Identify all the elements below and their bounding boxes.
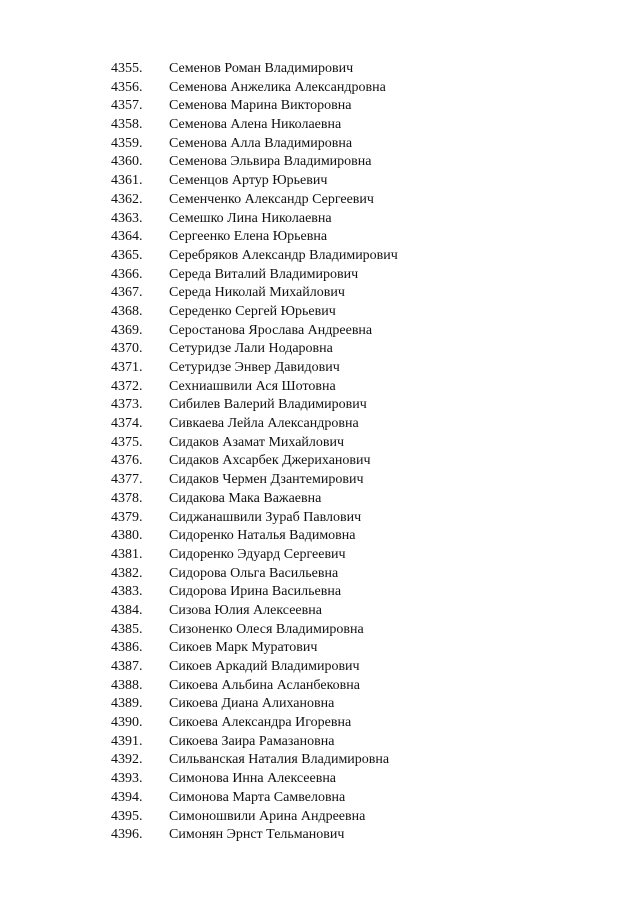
list-item-name: Сидаков Чермен Дзантемирович	[169, 472, 364, 488]
list-item	[0, 602, 640, 621]
list-item	[0, 247, 640, 266]
list-item-name: Сикоева Александра Игоревна	[169, 715, 352, 731]
list-item-number: 4380.	[111, 528, 143, 544]
list-item-name: Середа Николай Михайлович	[169, 285, 345, 301]
list-item-name: Сивкаева Лейла Александровна	[169, 416, 359, 432]
list-item-number: 4356.	[111, 79, 143, 95]
list-item	[0, 546, 640, 565]
list-item-name: Симонян Эрнст Тельманович	[169, 827, 345, 843]
list-item-name: Сизоненко Олеся Владимировна	[169, 621, 364, 637]
list-item-name: Сидаков Ахсарбек Джериханович	[169, 453, 371, 469]
list-item-name: Семенова Алла Владимировна	[169, 135, 353, 151]
list-item-number: 4376.	[111, 453, 143, 469]
list-item-number: 4358.	[111, 117, 143, 133]
list-item-number: 4371.	[111, 360, 143, 375]
list-item-name: Сергеенко Елена Юрьевна	[169, 229, 328, 245]
list-item	[0, 565, 640, 584]
list-item-number: 4364.	[111, 229, 143, 245]
list-item	[0, 303, 640, 322]
list-item-name: Сетуридзе Лали Нодаровна	[169, 341, 333, 357]
list-item	[0, 714, 640, 733]
list-item-number: 4367.	[111, 285, 143, 301]
list-item-name: Семешко Лина Николаевна	[169, 210, 332, 226]
list-item	[0, 770, 640, 789]
list-item	[0, 415, 640, 434]
list-item-number: 4362.	[111, 191, 143, 207]
list-item-number: 4385.	[111, 621, 143, 637]
list-item-name: Сетуридзе Энвер Давидович	[169, 360, 340, 375]
list-item-name: Сикоева Альбина Асланбековна	[169, 677, 360, 693]
list-item-number: 4395.	[111, 808, 143, 824]
list-item	[0, 695, 640, 714]
list-item-name: Сикоева Заира Рамазановна	[169, 733, 335, 749]
list-item-number: 4378.	[111, 490, 143, 506]
list-item-name: Сидорова Ирина Васильевна	[169, 584, 342, 600]
list-item	[0, 116, 640, 135]
list-item-name: Семенов Роман Владимирович	[169, 61, 354, 76]
list-item	[0, 733, 640, 752]
list-item-number: 4386.	[111, 640, 143, 656]
list-item	[0, 396, 640, 415]
list-item-number: 4377.	[111, 472, 143, 488]
list-item	[0, 378, 640, 397]
list-item-number: 4396.	[111, 827, 143, 843]
list-item-name: Семенова Эльвира Владимировна	[169, 154, 372, 170]
list-item	[0, 359, 640, 378]
list-item	[0, 527, 640, 546]
list-item	[0, 153, 640, 172]
list-item	[0, 789, 640, 808]
list-item-name: Серостанова Ярослава Андреевна	[169, 322, 373, 338]
list-item	[0, 434, 640, 453]
list-item-number: 4388.	[111, 677, 143, 693]
list-item-name: Сидоренко Наталья Вадимовна	[169, 528, 356, 544]
list-item-number: 4393.	[111, 771, 143, 787]
name-list	[0, 60, 640, 845]
list-item-name: Сидоренко Эдуард Сергеевич	[169, 546, 346, 562]
list-item-name: Серебряков Александр Владимирович	[169, 247, 398, 263]
list-item	[0, 284, 640, 303]
list-item-number: 4383.	[111, 584, 143, 600]
list-item	[0, 677, 640, 696]
list-item-number: 4394.	[111, 789, 143, 805]
list-item-name: Сидаков Азамат Михайлович	[169, 434, 345, 450]
list-item	[0, 97, 640, 116]
list-item	[0, 228, 640, 247]
list-item	[0, 621, 640, 640]
list-item-number: 4366.	[111, 266, 143, 282]
list-item-number: 4374.	[111, 416, 143, 432]
list-item-name: Сильванская Наталия Владимировна	[169, 752, 390, 768]
list-item	[0, 79, 640, 98]
list-item	[0, 172, 640, 191]
list-item	[0, 509, 640, 528]
list-item-name: Сибилев Валерий Владимирович	[169, 397, 367, 413]
list-item-name: Сехниашвили Ася Шотовна	[169, 378, 336, 394]
list-item-number: 4363.	[111, 210, 143, 226]
list-item-number: 4391.	[111, 733, 143, 749]
list-item-number: 4392.	[111, 752, 143, 768]
list-item-number: 4365.	[111, 247, 143, 263]
list-item	[0, 808, 640, 827]
list-item	[0, 210, 640, 229]
list-item-name: Семенова Анжелика Александровна	[169, 79, 386, 95]
list-item	[0, 322, 640, 341]
list-item-number: 4360.	[111, 154, 143, 170]
list-item-name: Сикоев Аркадий Владимирович	[169, 659, 360, 674]
list-item-number: 4355.	[111, 61, 143, 76]
list-item	[0, 135, 640, 154]
list-item-name: Симонова Марта Самвеловна	[169, 789, 346, 805]
list-item	[0, 191, 640, 210]
list-item-name: Середенко Сергей Юрьевич	[169, 303, 336, 319]
list-item-name: Середа Виталий Владимирович	[169, 266, 359, 282]
list-item	[0, 452, 640, 471]
list-item-name: Сидакова Мака Важаевна	[169, 490, 322, 506]
list-item-name: Сиджанашвили Зураб Павлович	[169, 509, 362, 525]
list-item-name: Семенченко Александр Сергеевич	[169, 191, 374, 207]
list-item	[0, 751, 640, 770]
list-item-number: 4387.	[111, 659, 143, 674]
list-item	[0, 266, 640, 285]
list-item-name: Сикоева Диана Алихановна	[169, 696, 335, 712]
list-item-number: 4389.	[111, 696, 143, 712]
list-item-name: Сидорова Ольга Васильевна	[169, 565, 339, 581]
list-item-name: Семенцов Артур Юрьевич	[169, 173, 328, 189]
list-item-number: 4379.	[111, 509, 143, 525]
list-item	[0, 658, 640, 677]
list-item-name: Семенова Алена Николаевна	[169, 117, 342, 133]
list-item-number: 4382.	[111, 565, 143, 581]
list-item	[0, 826, 640, 845]
list-item-name: Семенова Марина Викторовна	[169, 98, 352, 114]
list-item-number: 4357.	[111, 98, 143, 114]
list-item-number: 4369.	[111, 322, 143, 338]
list-item	[0, 583, 640, 602]
list-item-number: 4359.	[111, 135, 143, 151]
list-item	[0, 639, 640, 658]
list-item-number: 4384.	[111, 602, 143, 618]
list-item-number: 4368.	[111, 303, 143, 319]
list-item-number: 4370.	[111, 341, 143, 357]
list-item-number: 4381.	[111, 546, 143, 562]
list-item-name: Симоношвили Арина Андреевна	[169, 808, 366, 824]
list-item-name: Симонова Инна Алексеевна	[169, 771, 337, 787]
list-item-name: Сикоев Марк Муратович	[169, 640, 318, 656]
list-item-number: 4375.	[111, 434, 143, 450]
list-item-number: 4390.	[111, 715, 143, 731]
list-item-number: 4361.	[111, 173, 143, 189]
list-item-name: Сизова Юлия Алексеевна	[169, 602, 322, 618]
list-item-number: 4372.	[111, 378, 143, 394]
list-item	[0, 471, 640, 490]
list-item	[0, 60, 640, 79]
list-item	[0, 490, 640, 509]
list-item-number: 4373.	[111, 397, 143, 413]
list-item	[0, 340, 640, 359]
